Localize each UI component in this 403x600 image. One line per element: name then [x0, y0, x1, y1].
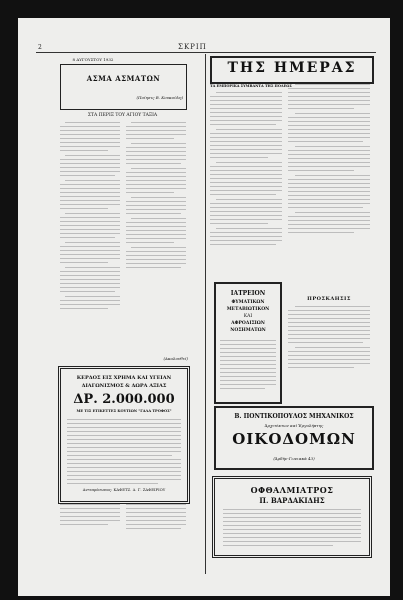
- ophth-title: ΟΦΘΑΛΜΙΑΤΡΟΣ: [250, 485, 334, 495]
- bottom-left-notice-2: [126, 504, 186, 532]
- poem-box-title: ΑΣΜΑ ΑΣΜΑΤΩΝ: [86, 74, 161, 83]
- paper-title: ΣΚΡΙΠ: [178, 43, 207, 51]
- contractor-advert: [214, 406, 374, 470]
- clinic-text: [220, 340, 276, 392]
- milk-advert-amount: ΔΡ. 2.000.000: [73, 392, 175, 407]
- milk-advert-line1: ΚΕΡΔΟΣ ΕΙΣ ΧΡΗΜΑ ΚΑΙ ΥΓΕΙΑΝ: [76, 375, 172, 381]
- article-signature: (Ακολουθεί): [163, 356, 188, 361]
- notice-text: [288, 306, 370, 372]
- milk-advert: [58, 366, 190, 504]
- masthead-sub: ΤΑ ΕΜΠΟΡΙΚΑ ΣΥΜΒΑΝΤΑ ΤΗΣ ΠΟΛΕΩΣ: [210, 84, 292, 88]
- news-text-left: [210, 92, 282, 249]
- column-divider: [205, 54, 206, 574]
- newspaper-page: [18, 18, 390, 596]
- clinic-line: ΝΟΣΗΜΑΤΩΝ: [230, 328, 266, 333]
- clinic-advert: [214, 282, 282, 404]
- page-number: 2: [38, 44, 42, 51]
- milk-advert-line2: ΔΙΑΓΩΝΙΣΜΟΣ & ΔΩΡΑ ΑΞΙΑΣ: [81, 383, 167, 389]
- clinic-line: ΜΕΤΑΒΙΩΤΙΚΟΝ: [226, 307, 270, 312]
- ophth-name: Π. ΒΑΡΔΑΚΙΔΗΣ: [259, 496, 325, 505]
- article-text-right: [126, 122, 186, 272]
- ophthalmologist-advert: [212, 476, 372, 558]
- contractor-title: Β. ΠΟΝΤΙΚΟΠΟΥΛΟΣ ΜΗΧΑΝΙΚΟΣ: [234, 413, 354, 420]
- article-text-left: [60, 122, 120, 313]
- clinic-line: ΦΥΜΑΤΙΚΩΝ: [231, 300, 265, 305]
- masthead: ΤΗΣ ΗΜΕΡΑΣ: [227, 60, 357, 76]
- news-text-right: [288, 84, 370, 237]
- header-rule: [36, 52, 376, 53]
- milk-advert-agent: Αντιπρόσωπος: ΚΑΦΕΤΖ. Δ. Γ. ΖΑΦΕΙΡΙΟΥ: [82, 487, 166, 492]
- clinic-line: ΚΑΙ: [243, 314, 253, 319]
- milk-advert-line3: ΜΕ ΤΙΣ ΕΤΙΚΕΤΤΕΣ ΚΟΥΤΙΩΝ "ΓΑΛΑ ΤΡΟΦΟΣ": [76, 409, 172, 413]
- poem-box: [60, 64, 187, 110]
- ophth-text: [223, 509, 361, 549]
- clinic-line: ΑΦΡΟΔΙΣΙΩΝ: [231, 321, 265, 326]
- dateline: 8 ΑΥΓΟΥΣΤΟΥ 1932: [72, 57, 114, 62]
- bottom-left-notice: [60, 504, 120, 528]
- clinic-label: ΙΑΤΡΕΙΟΝ: [230, 290, 266, 297]
- milk-advert-text: [67, 419, 181, 487]
- notice-heading: ΠΡΟΣΚΛΗΣΙΣ: [307, 296, 351, 302]
- poem-box-credit: (Ποίησις Β. Κουκούλη): [136, 95, 183, 100]
- masthead-box: [210, 56, 374, 84]
- contractor-main: ΟΙΚΟΔΟΜΩΝ: [232, 430, 356, 448]
- contractor-note: (Ἀρδὴν-Γωνιακὰ 43): [273, 456, 315, 461]
- contractor-sub: Ἀρχιτέκτων καὶ Ἐργολήπτης: [264, 423, 324, 428]
- article-heading: ΣΤΑ ΠΕΡΙΞ ΤΟΥ ΑΓΙΟΥ ΤΑΞΙΑ: [87, 113, 158, 118]
